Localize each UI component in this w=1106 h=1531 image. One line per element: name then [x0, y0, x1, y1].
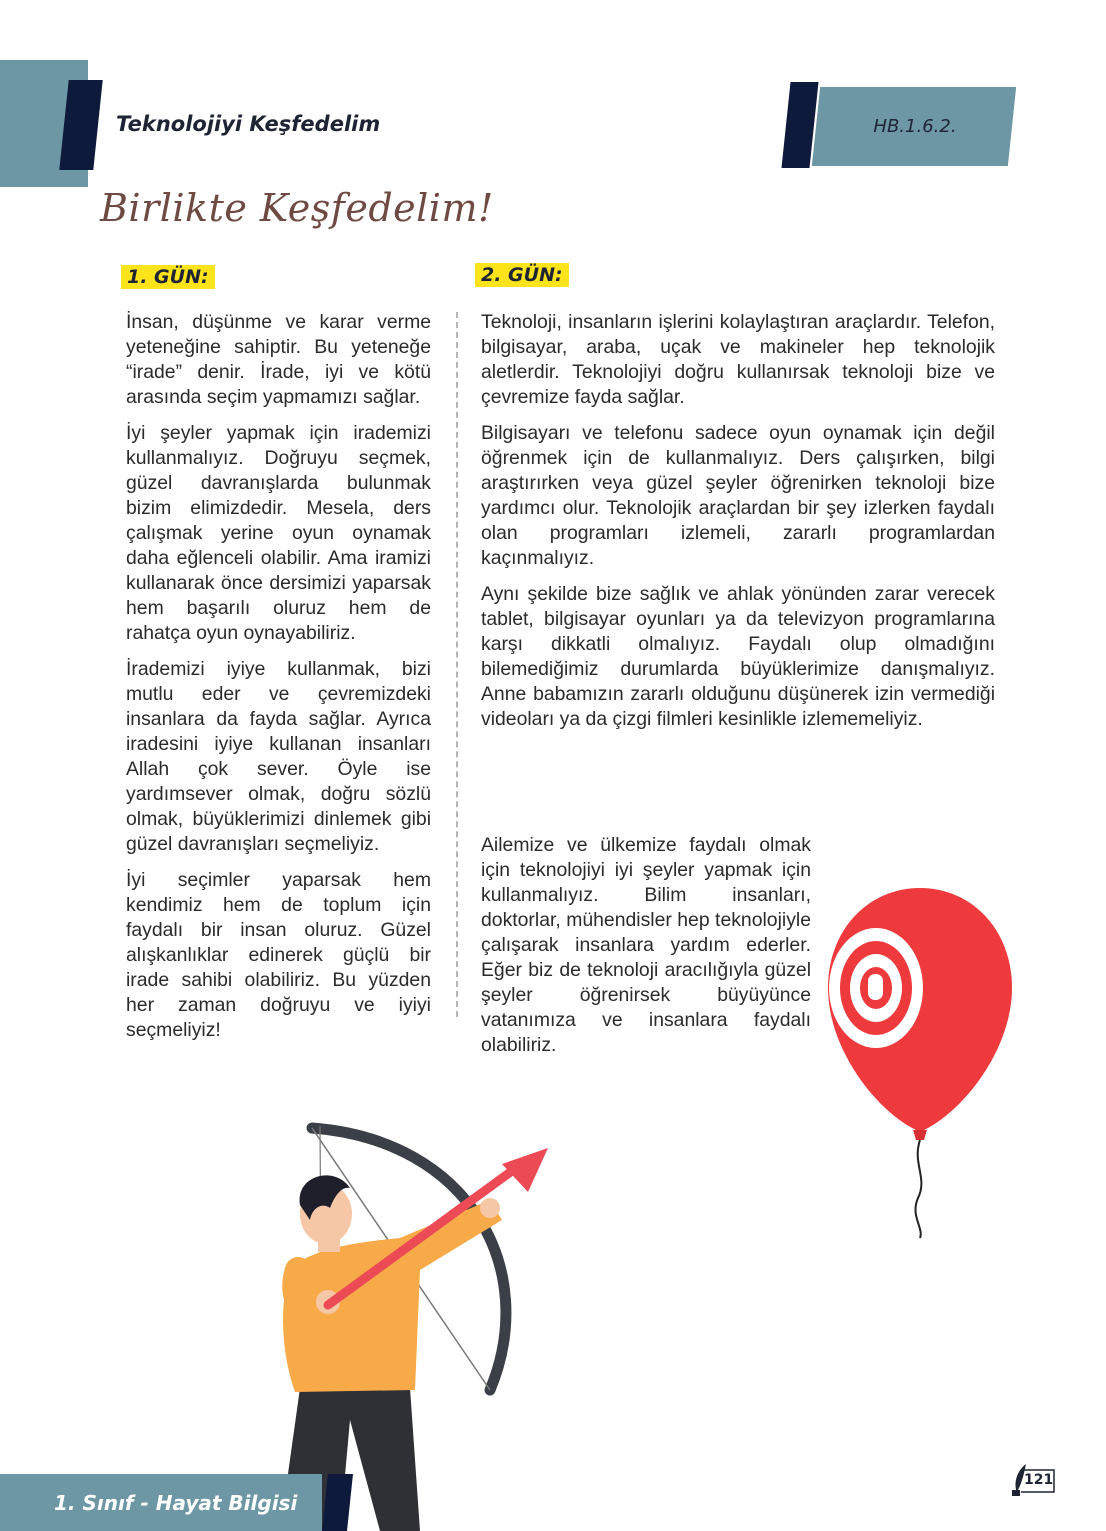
target-balloon-illustration	[820, 878, 1020, 1248]
course-name: 1. Sınıf - Hayat Bilgisi	[54, 1491, 298, 1515]
page-number: 121	[1024, 1472, 1054, 1488]
day1-paragraph: İrademizi iyiye kullanmak, bizi mutlu eder ve çevremizdeki insanlara da fayda sağlar. Ayrıca iradesini iyiye kullanan insanları Allah çok sever. Öyle ise yardımsever olmak, doğru sözlü olmak, büyüklerimizi dinlemek gibi güzel davranışları seçmeliyiz.	[126, 658, 431, 855]
day2-text-column	[481, 310, 995, 743]
day2-text-column-narrow	[481, 833, 811, 1069]
day1-paragraph: İyi şeyler yapmak için irademizi kullanmalıyız. Doğruyu seçmek, güzel davranışlarda bulunmak bizim elimizdedir. Mesela, ders çalışmak yerine oyun oynamak daha eğlenceli olabilir. Ama iramizi kullanarak önce dersimizi yaparsak hem başarılı oluruz hem de rahatça oyun oynayabiliriz.	[126, 422, 431, 644]
day2-paragraph: Bilgisayarı ve telefonu sadece oyun oynamak için değil öğrenmek için de kullanmalıyız. Ders çalışırken, bilgi araştırırken veya güzel şeyler öğrenirken teknoloji bize yardımcı olur. Teknolojik araçlardan bir şey izlerken faydalı olan programları izlemeli, zararlı programlardan kaçınmalıyız.	[481, 422, 995, 569]
day1-text-column	[126, 310, 431, 1054]
section-title: Teknolojiyi Keşfedelim	[116, 112, 381, 136]
day1-paragraph: İnsan, düşünme ve karar verme yeteneğine sahiptir. Bu yeteneğe “irade” denir. İrade, iyi ve kötü arasında seçim yapmamızı sağlar.	[126, 311, 431, 408]
day1-paragraph: İyi seçimler yaparsak hem kendimiz hem de toplum için faydalı bir insan oluruz. Güzel alışkanlıklar edinerek güçlü bir irade sahibi olabiliriz. Bu yüzden her zaman doğruyu ve iyiyi seçmeliyiz!	[126, 869, 431, 1041]
page-number-area	[1008, 1462, 1056, 1498]
day2-paragraph: Ailemize ve ülkemize faydalı olmak için teknolojiyi iyi şeyler yapmak için kullanmalıyız. Bilim insanları, doktorlar, mühendisler hep teknolojiyle çalışarak insanlara yardım ederler. Eğer biz de teknoloji aracılığıyla güzel şeyler öğrenirsek büyüyünce vatanımıza ve insanlara faydalı olabiliriz.	[481, 834, 811, 1056]
outcome-code: HB.1.6.2.	[873, 116, 957, 137]
day2-label: 2. GÜN:	[475, 263, 569, 287]
column-divider	[456, 312, 458, 1017]
page-title: Birlikte Keşfedelim!	[100, 186, 494, 230]
day2-paragraph: Teknoloji, insanların işlerini kolaylaştıran araçlardır. Telefon, bilgisayar, araba, uçak ve makineler hep teknolojik aletlerdir. Teknolojiyi doğru kullanırsak teknoloji bize ve çevremize fayda sağlar.	[481, 311, 995, 408]
day1-label: 1. GÜN:	[121, 265, 215, 289]
archer-illustration	[240, 1120, 560, 1531]
day2-paragraph: Aynı şekilde bize sağlık ve ahlak yönünden zarar verecek tablet, bilgisayar oyunları ya da televizyon programlarına karşı dikkatli olmalıyız. Faydalı olup olmadığını bilemediğimiz durumlarda büyüklerimize danışmalıyız. Anne babamızın zararlı olduğunu düşünerek izin vermediği videoları ya da çizgi filmleri kesinlikle izlememeliyiz.	[481, 583, 995, 730]
